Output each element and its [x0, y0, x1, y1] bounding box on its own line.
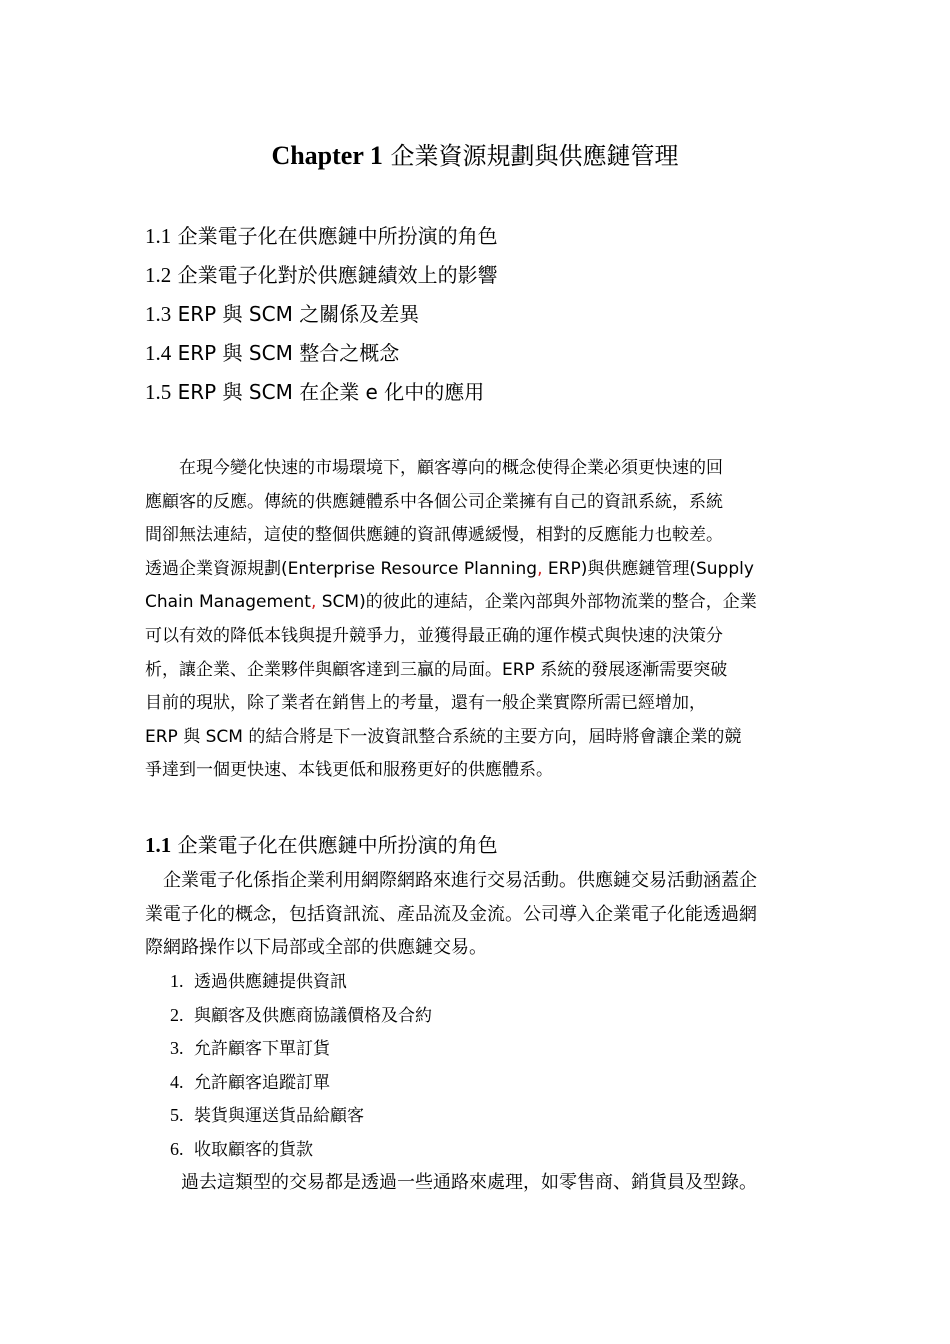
intro-line: 可以有效的降低本钱與提升競爭力，並獲得最正确的運作模式與快速的決策分: [145, 625, 723, 646]
table-of-contents: [145, 218, 825, 413]
toc-item-text: ERP 與 SCM 整合之概念: [171, 341, 400, 365]
section-number: 1.1: [145, 833, 172, 857]
list-item-number: 4.: [170, 1071, 184, 1092]
chapter-name: 企業資源規劃與供應鏈管理: [382, 142, 679, 170]
toc-item-number: 1.4: [145, 341, 172, 365]
chapter-title: [0, 138, 950, 174]
list-item: [170, 965, 432, 999]
intro-text: SCM)的彼此的連結，企業內部與外部物流業的整合，企業: [316, 592, 757, 613]
toc-item: [145, 374, 825, 413]
closing-paragraph: 過去這類型的交易都是透過一些通路來處理，如零售商、銷貨員及型錄。: [145, 1172, 757, 1193]
list-item-text: 透過供應鏈提供資訊: [194, 972, 347, 992]
intro-line: [145, 553, 815, 587]
list-item: [170, 1133, 432, 1167]
toc-item-text: 企業電子化在供應鏈中所扮演的角色: [171, 224, 498, 248]
list-item-number: 1.: [170, 971, 184, 991]
list-item: [170, 1066, 432, 1100]
list-item: [170, 999, 432, 1033]
section-title: 企業電子化在供應鏈中所扮演的角色: [171, 833, 498, 857]
toc-item-number: 1.2: [145, 263, 172, 287]
intro-line: ERP 與 SCM 的結合將是下一波資訊整合系統的主要方向，屆時將會讓企業的競: [145, 726, 742, 747]
intro-text: 透過企業資源規劃(Enterprise Resource Planning: [145, 558, 538, 579]
toc-item-text: ERP 與 SCM 之關係及差異: [171, 302, 420, 326]
red-comma: ,: [310, 592, 317, 613]
list-item-text: 允許顧客追蹤訂單: [194, 1072, 330, 1093]
list-item-text: 與顧客及供應商協議價格及合約: [194, 1005, 432, 1026]
section-heading: [145, 828, 498, 862]
toc-item-text: 企業電子化對於供應鏈績效上的影響: [171, 263, 498, 287]
list-item-number: 2.: [170, 1004, 184, 1025]
intro-line: 爭達到一個更快速、本钱更低和服務更好的供應體系。: [145, 760, 553, 781]
toc-item: [145, 335, 825, 374]
list-item-number: 6.: [170, 1138, 184, 1159]
toc-item-number: 1.1: [145, 224, 172, 248]
list-item-number: 5.: [170, 1105, 184, 1126]
section-line: 企業電子化係指企業利用網際網路來進行交易活動。供應鏈交易活動涵蓋企: [145, 870, 757, 891]
intro-line: [145, 586, 815, 620]
red-comma: ,: [537, 558, 543, 579]
list-item: [170, 1099, 432, 1133]
intro-line: 間卻無法連結，這使的整個供應鏈的資訊傳遞緩慢，相對的反應能力也較差。: [145, 525, 723, 546]
transaction-list: [170, 965, 432, 1167]
list-item-text: 允許顧客下單訂貨: [194, 1039, 330, 1060]
intro-line: 在現今變化快速的市場環境下，顧客導向的概念使得企業必須更快速的回: [145, 458, 723, 478]
toc-item: [145, 218, 825, 257]
intro-line: 應顧客的反應。傳統的供應鏈體系中各個公司企業擁有自己的資訊系統，系統: [145, 491, 723, 512]
intro-line: 析，讓企業、企業夥伴與顧客達到三贏的局面。ERP 系統的發展逐漸需要突破: [145, 659, 728, 680]
intro-line: 目前的現狀，除了業者在銷售上的考量，還有一般企業實際所需已經增加，: [145, 693, 706, 714]
intro-text: ERP)與供應鏈管理(Supply: [542, 558, 754, 579]
list-item: [170, 1032, 432, 1066]
toc-item: [145, 257, 825, 296]
toc-item: [145, 296, 825, 335]
intro-paragraph: [145, 452, 815, 788]
list-item-text: 裝貨與運送貨品給顧客: [194, 1106, 364, 1127]
section-paragraph: [145, 864, 815, 965]
intro-text: Chain Management: [145, 592, 311, 613]
section-line: 際網路操作以下局部或全部的供應鏈交易。: [145, 937, 487, 959]
toc-item-text: ERP 與 SCM 在企業 e 化中的應用: [171, 380, 485, 404]
toc-item-number: 1.3: [145, 302, 172, 326]
list-item-number: 3.: [170, 1038, 184, 1059]
list-item-text: 收取顧客的貨款: [194, 1139, 313, 1160]
toc-item-number: 1.5: [145, 380, 172, 404]
chapter-label: Chapter 1: [271, 141, 383, 170]
section-line: 業電子化的概念，包括資訊流、產品流及金流。公司導入企業電子化能透過網: [145, 903, 757, 925]
